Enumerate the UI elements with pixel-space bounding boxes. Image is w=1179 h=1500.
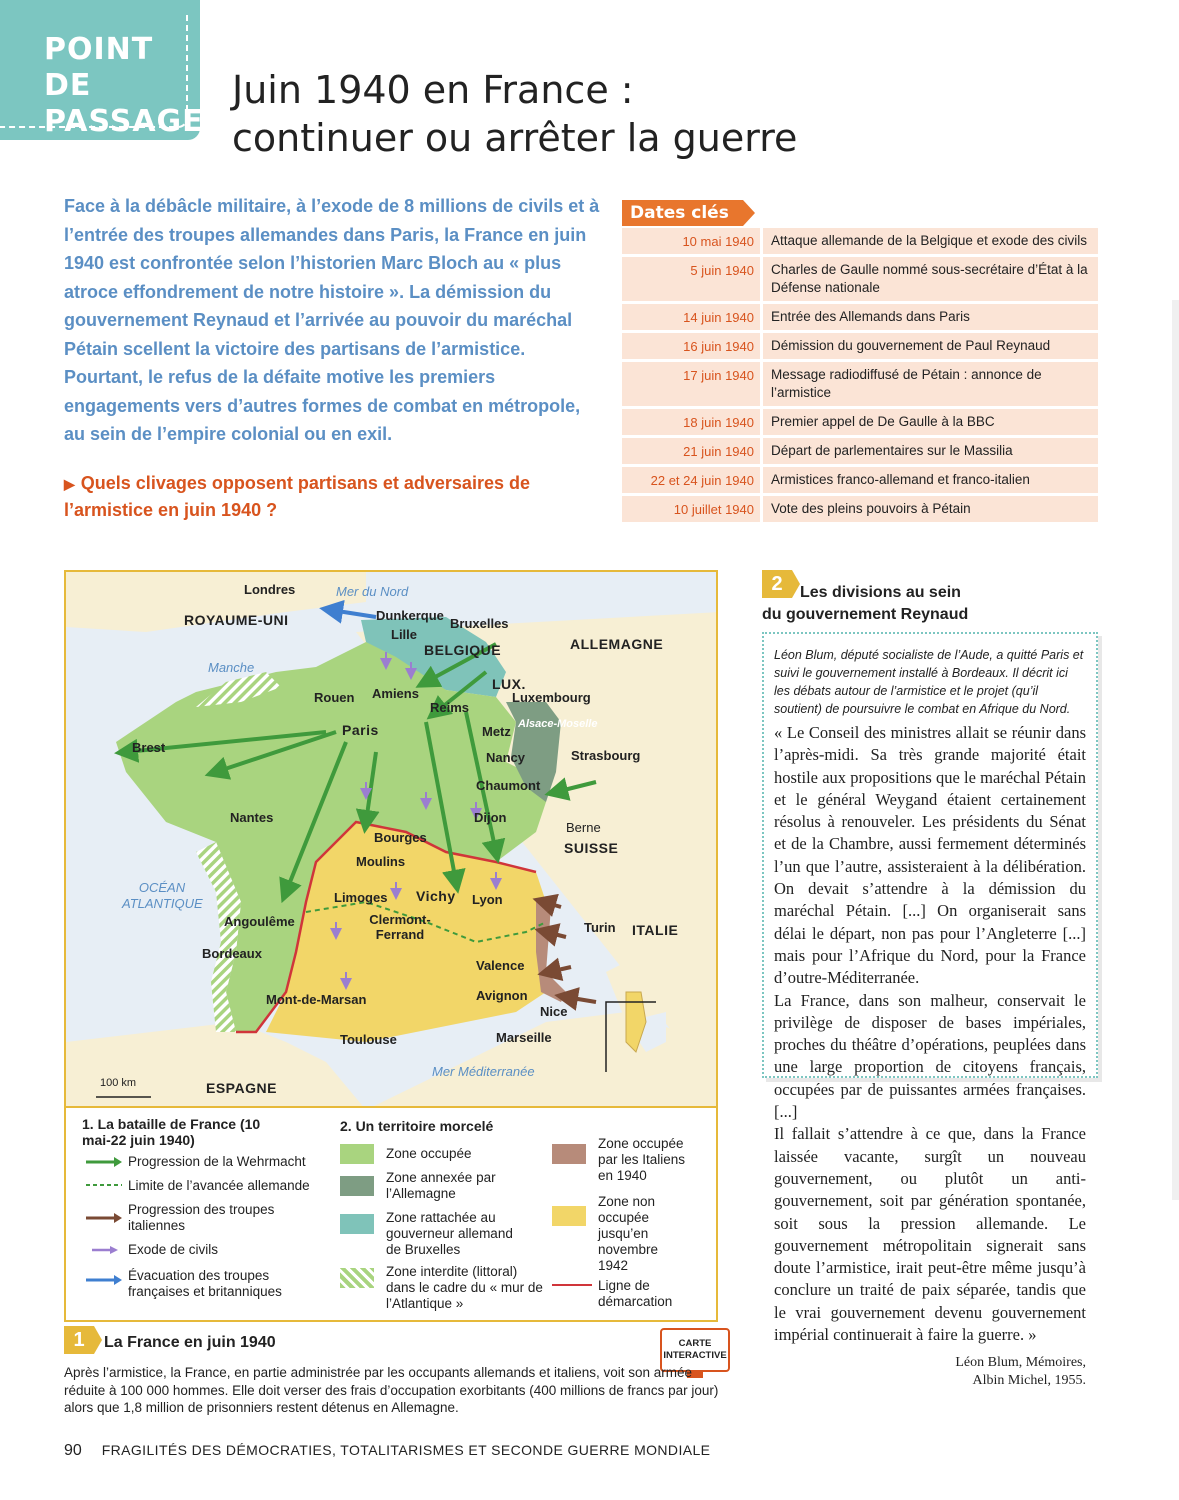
event-cell: Entrée des Allemands dans Paris <box>763 304 1098 330</box>
region-label: Alsace-Moselle <box>518 718 598 730</box>
date-row <box>622 257 1098 301</box>
city-label: Angoulême <box>224 914 295 929</box>
city-label: Nancy <box>486 750 526 765</box>
city-label: Clermont-Ferrand <box>369 912 431 942</box>
sea-label: Mer Méditerranée <box>432 1064 535 1079</box>
italian-zone <box>536 902 566 1002</box>
page-number: 90 <box>64 1442 82 1459</box>
legend-item: Progression des troupes italiennes <box>128 1202 275 1233</box>
scale-label: 100 km <box>100 1077 137 1089</box>
date-row <box>622 438 1098 464</box>
doc2-quote-p3: Il fallait s’attendre à ce que, dans la France laissée vacante, surgît un nouveau gouvernement, ou plutôt un anti-gouvernement, soit par génération spontanée, soit sous la pression allemande. Le gouvernement métropolitain signerait sans doute l’armistice, irait peut-être même jusqu’à conclure un traité de paix séparée, tandis que le vrai gouvernement devenu gouvernement impérial continuerait à faire la guerre. » <box>774 1124 1086 1345</box>
city-label: Berne <box>566 820 601 835</box>
city-label: Metz <box>482 724 511 739</box>
free-zone-swatch <box>552 1206 586 1226</box>
doc2-quote-p1: « Le Conseil des ministres allait se réunir dans l’après-midi. Sa très grande majorité était hostile aux propositions que le maréchal Pétain et le général Weygand étaient certainement résolus à renouveler. Les présidents du Sénat et de la Chambre, aussi fermement déterminés l’un que l’autre, assisteraient à la délibération. On devait s’attendre à la démission du maréchal Pétain. [...] On organiserait sans délai le départ, non pas pour l’Angleterre [...] mais pour l’Afrique du Nord, pour la France d’outre-Méditerranée. <box>774 723 1086 988</box>
doc2-title <box>762 582 968 626</box>
annexed-swatch <box>340 1176 374 1196</box>
doc2-number: 2 <box>762 570 792 598</box>
france-map <box>64 570 718 1108</box>
city-label: Rouen <box>314 690 355 705</box>
date-cell: 5 juin 1940 <box>622 257 760 301</box>
doc2-source-line1: Léon Blum, Mémoires, <box>955 1355 1086 1371</box>
event-cell: Départ de parlementaires sur le Massilia <box>763 438 1098 464</box>
doc2-intro: Léon Blum, député socialiste de l’Aude, a quitté Paris et suivi le gouvernement installé à Bordeaux. Il décrit ici les débats autour de l’armistice et le projet (qu’il soutient) de poursuivre le combat en Afrique du Nord. <box>774 648 1084 716</box>
legend-section1-title: 1. La bataille de France (10 mai-22 juin 1940) <box>82 1116 261 1148</box>
page-title <box>232 66 797 162</box>
country-label: SUISSE <box>564 840 619 856</box>
city-label: Bourges <box>374 830 427 845</box>
city-label: Londres <box>244 582 296 597</box>
legend-item: Exode de civils <box>128 1242 219 1257</box>
bruxelles-swatch <box>340 1214 374 1234</box>
city-label: Reims <box>430 700 470 715</box>
date-row <box>622 496 1098 522</box>
doc1-title: La France en juin 1940 <box>104 1334 276 1351</box>
badge-line2: PASSAGE <box>44 104 204 139</box>
city-label: Nantes <box>230 810 274 825</box>
sea-label: Manche <box>208 660 255 675</box>
date-row <box>622 409 1098 435</box>
date-row <box>622 467 1098 493</box>
city-label: Dunkerque <box>376 608 444 623</box>
event-cell: Message radiodiffusé de Pétain : annonce de l’armistice <box>763 362 1098 406</box>
city-label: Chaumont <box>476 778 541 793</box>
country-label: ROYAUME-UNI <box>184 612 289 628</box>
legend-item: Ligne de démarcation <box>598 1278 673 1309</box>
evacuation-arrow-icon <box>84 1274 124 1286</box>
event-cell: Charles de Gaulle nommé sous-secrétaire d’État à la Défense nationale <box>763 257 1098 301</box>
interactive-map-button[interactable]: CARTE INTERACTIVE <box>660 1328 730 1372</box>
dates-table <box>622 228 1098 525</box>
dates-title: Dates clés <box>622 200 743 226</box>
wehrmacht-arrow-icon <box>84 1156 124 1168</box>
legend-item: Zone annexée par l’Allemagne <box>386 1170 496 1201</box>
page-edge <box>1172 300 1179 1200</box>
legend-item: Zone interdite (littoral) dans le cadre du « mur de l’Atlantique » <box>386 1264 543 1311</box>
doc2-source <box>774 1354 1086 1390</box>
event-cell: Armistices franco-allemand et franco-italien <box>763 467 1098 493</box>
city-label: Vichy <box>416 888 456 904</box>
title-line1: Juin 1940 en France : <box>232 68 634 112</box>
city-label: Bordeaux <box>202 946 262 961</box>
country-label: LUX. <box>492 676 526 692</box>
date-cell: 17 juin 1940 <box>622 362 760 406</box>
page-footer <box>64 1442 710 1460</box>
intro-paragraph: Face à la débâcle militaire, à l’exode de 8 millions de civils et à l’entrée des troupes allemandes dans Paris, la France en juin 1940 est confrontée selon l’historien Marc Bloch au « plus atroce effondrement de notre histoire ». La démission du gouvernement Reynaud et l’arrivée au pouvoir du maréchal Pétain scellent la victoire des partisans de l’armistice. Pourtant, le refus de la défaite motive les premiers engagements vers d’autres formes de combat en métropole, au sein de l’empire colonial ou en exil. <box>64 196 600 444</box>
badge-text <box>44 32 204 140</box>
doc2-quote-p2: La France, dans son malheur, conservait le privilège de disposer de bases impériales, proches du théâtre d’opérations, peuplées dans une large proportion de citoyens français, occupées par de puissantes armées françaises. [...] <box>774 990 1086 1122</box>
dashed-line-icon <box>84 1180 124 1190</box>
question-text: Quels clivages opposent partisans et adversaires de l’armistice en juin 1940 ? <box>64 473 530 520</box>
event-cell: Attaque allemande de la Belgique et exode des civils <box>763 228 1098 254</box>
doc2-source-line2: Albin Michel, 1955. <box>972 1373 1086 1389</box>
legend-item: Zone occupée <box>386 1146 472 1161</box>
date-cell: 10 juillet 1940 <box>622 496 760 522</box>
date-row <box>622 333 1098 359</box>
date-cell: 14 juin 1940 <box>622 304 760 330</box>
city-label: Paris <box>342 722 379 738</box>
legend-item: Zone occupée par les Italiens en 1940 <box>598 1136 686 1183</box>
legend-section2-title: 2. Un territoire morcelé <box>340 1118 494 1134</box>
city-label: Marseille <box>496 1030 552 1045</box>
title-line2: continuer ou arrêter la guerre <box>232 116 798 160</box>
doc2-title-line1: Les divisions au sein <box>800 584 961 601</box>
city-label: Mont-de-Marsan <box>266 992 367 1007</box>
legend-item: Zone rattachée au gouverneur allemand de Bruxelles <box>386 1210 513 1257</box>
italian-swatch <box>552 1144 586 1164</box>
country-label: ITALIE <box>632 922 679 938</box>
date-row <box>622 304 1098 330</box>
map-legend <box>64 1108 718 1322</box>
city-label: Avignon <box>476 988 528 1003</box>
occupied-swatch <box>340 1144 374 1164</box>
city-label: Amiens <box>372 686 419 701</box>
sea-label: Mer du Nord <box>336 584 409 599</box>
date-cell: 21 juin 1940 <box>622 438 760 464</box>
city-label: Turin <box>584 920 616 935</box>
date-cell: 18 juin 1940 <box>622 409 760 435</box>
badge-line1: POINT DE <box>44 32 154 103</box>
city-label: Nice <box>540 1004 568 1019</box>
italian-arrow-icon <box>84 1212 124 1224</box>
demarcation-line-icon <box>552 1282 592 1288</box>
event-cell: Démission du gouvernement de Paul Reynaud <box>763 333 1098 359</box>
legend-item: Limite de l’avancée allemande <box>128 1178 310 1193</box>
city-label: Valence <box>476 958 525 973</box>
city-label: Lyon <box>472 892 503 907</box>
forbidden-swatch <box>340 1268 374 1288</box>
legend-item: Progression de la Wehrmacht <box>128 1154 306 1169</box>
doc2-title-line2: du gouvernement Reynaud <box>762 606 969 623</box>
point-de-passage-badge <box>0 0 204 140</box>
problem-question <box>64 470 604 523</box>
country-label: ALLEMAGNE <box>570 636 664 652</box>
triangle-icon: ▶ <box>64 476 75 492</box>
city-label: Moulins <box>356 854 406 869</box>
doc1-number: 1 <box>64 1326 94 1354</box>
legend-item: Évacuation des troupes françaises et britanniques <box>128 1268 282 1299</box>
city-label: Dijon <box>474 810 507 825</box>
city-label: Bruxelles <box>450 616 509 631</box>
city-label: Luxembourg <box>512 690 591 705</box>
city-label: Toulouse <box>340 1032 397 1047</box>
date-row <box>622 228 1098 254</box>
evacuation-arrow <box>331 610 376 617</box>
city-label: Strasbourg <box>571 748 641 763</box>
legend-item: Zone non occupée jusqu’en novembre 1942 <box>598 1194 659 1273</box>
date-cell: 22 et 24 juin 1940 <box>622 467 760 493</box>
chapter-title: FRAGILITÉS DES DÉMOCRATIES, TOTALITARISMES ET SECONDE GUERRE MONDIALE <box>101 1442 711 1458</box>
sea-label: OCÉAN ATLANTIQUE <box>122 880 203 911</box>
city-label: Lille <box>391 627 418 642</box>
event-cell: Vote des pleins pouvoirs à Pétain <box>763 496 1098 522</box>
doc2-box <box>762 632 1098 1389</box>
date-cell: 16 juin 1940 <box>622 333 760 359</box>
event-cell: Premier appel de De Gaulle à la BBC <box>763 409 1098 435</box>
doc1-caption: Après l’armistice, la France, en partie administrée par les occupants allemands et italiens, voit son armée réduite à 100 000 hommes. Elle doit verser des frais d’occupation exorbitants (400 millions de francs par jour) alors que 1,8 million de prisonniers restent détenus en Allemagne. <box>64 1365 719 1415</box>
city-label: Brest <box>132 740 166 755</box>
date-row <box>622 362 1098 406</box>
country-label: ESPAGNE <box>206 1080 277 1096</box>
city-label: Limoges <box>334 890 388 905</box>
date-cell: 10 mai 1940 <box>622 228 760 254</box>
country-label: BELGIQUE <box>424 642 502 658</box>
exodus-arrow-icon <box>84 1244 124 1256</box>
